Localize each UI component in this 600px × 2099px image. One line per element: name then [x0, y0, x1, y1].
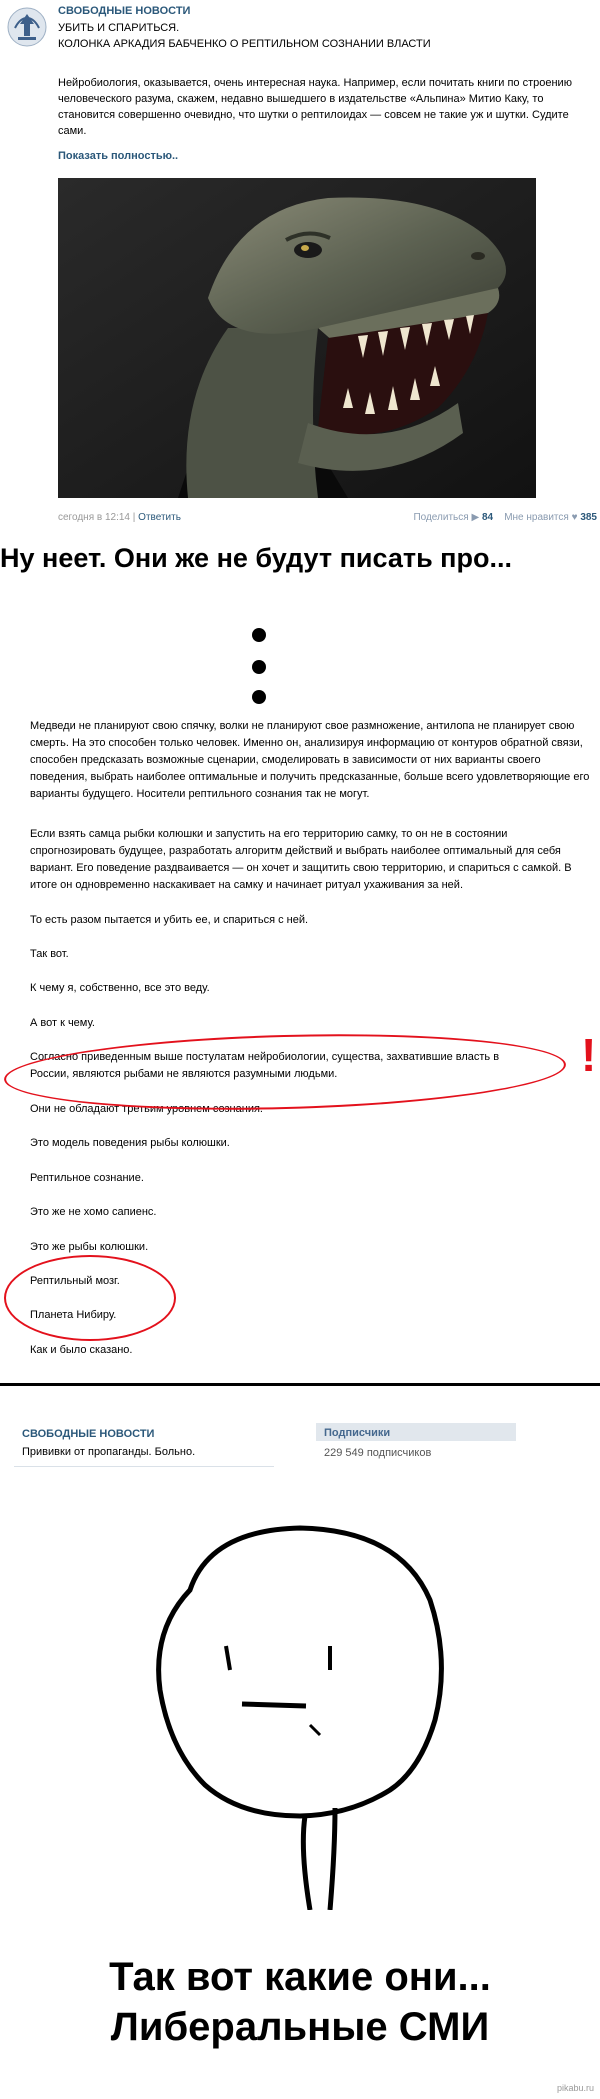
group2-underline — [14, 1466, 274, 1467]
show-more-link[interactable]: Показать полностью.. — [58, 150, 179, 162]
ellipsis-dot-2 — [252, 660, 266, 674]
group-logo-icon[interactable] — [6, 6, 48, 48]
article-paragraph-2: Если взять самца рыбки колюшки и запустить на его территорию самку, то он не в состоянии спрогнозировать будущее, разработать алгоритм действий и выбрать наиболее оптимальный для себя вариант. Его поведение раздваивается — он хочет и защитить свою территорию, и спариться с самкой. В итоге он одновременно наскакивает на самку и начинает ритуал ухаживания за ней. — [30, 828, 572, 891]
article-paragraph-9: Это модель поведения рыбы колюшки. — [30, 1137, 230, 1149]
article-paragraph-8: Они не обладают третьим уровнем сознания. — [30, 1103, 263, 1115]
like-label: Мне нравится — [504, 512, 569, 523]
post-photo[interactable] — [58, 178, 536, 498]
article-paragraph-14: Планета Нибиру. — [30, 1309, 117, 1321]
caption-top: Ну неет. Они же не будут писать про... — [0, 543, 512, 573]
article-paragraph-6: А вот к чему. — [30, 1017, 95, 1029]
like-count: 385 — [580, 512, 597, 523]
article-paragraph-15: Как и было сказано. — [30, 1344, 133, 1356]
post-meta — [58, 512, 181, 523]
caption-bottom-line1: Так вот какие они... — [109, 1955, 491, 1999]
poker-face-icon — [130, 1520, 460, 1910]
post-title-line2: КОЛОНКА АРКАДИЯ БАБЧЕНКО О РЕПТИЛЬНОМ СОЗНАНИИ ВЛАСТИ — [58, 38, 431, 50]
article-paragraph-7: Согласно приведенным выше постулатам нейробиологии, существа, захватившие власть в России, являются рыбами не являются разумными людьми. — [30, 1051, 500, 1080]
post-title-line1: УБИТЬ И СПАРИТЬСЯ. — [58, 22, 180, 34]
share-label: Поделиться — [413, 512, 469, 523]
article-paragraph-11: Это же не хомо сапиенс. — [30, 1206, 157, 1218]
article-paragraph-13: Рептильный мозг. — [30, 1275, 120, 1287]
heart-icon: ♥ — [571, 512, 578, 523]
subscribers-count: 229 549 подписчиков — [324, 1447, 432, 1459]
share-count: 84 — [481, 512, 494, 523]
red-exclamation-mark: ! — [581, 1029, 597, 1081]
ellipsis-dot-3 — [252, 690, 266, 704]
article-paragraph-12: Это же рыбы колюшки. — [30, 1241, 149, 1253]
reply-link[interactable]: Ответить — [138, 512, 181, 523]
group2-status: Прививки от пропаганды. Больно. — [22, 1446, 196, 1458]
section-divider — [0, 1383, 600, 1386]
article-paragraph-1: Медведи не планируют свою спячку, волки не планируют свое размножение, антилопа не планирует свою смерть. На это способен только человек. Именно он, анализируя информацию от контуров обратной связи, способен предсказать возможные сценарии, смоделировать в зависимости от них варианты своего поведения, выбрать наиболее оптимальные и получить предсказанные, больше всего удовлетворяющие его варианты будущего. Носители рептильного сознания так не могут. — [30, 720, 590, 800]
megaphone-icon: ▶ — [471, 512, 480, 523]
article-paragraph-3: То есть разом пытается и убить ее, и спариться с ней. — [30, 914, 309, 926]
post-body-text: Нейробиология, оказывается, очень интересная наука. Например, если почитать книги по строению человеческого разума, скажем, недавно вышедшего в издательстве «Альпина» Митио Каку, то становится совершенно очевидно, что шутки о рептилоидах — совсем не такие уж и шутки. Судите сами. — [58, 77, 572, 137]
group2-name-link[interactable]: СВОБОДНЫЕ НОВОСТИ — [22, 1428, 155, 1440]
watermark: pikabu.ru — [556, 2083, 594, 2093]
article-paragraph-4: Так вот. — [30, 948, 69, 960]
post-time-link[interactable]: сегодня в 12:14 — [58, 512, 130, 523]
meta-separator: | — [132, 512, 136, 523]
share-button[interactable] — [413, 512, 493, 523]
caption-bottom-line2: Либеральные СМИ — [110, 2005, 490, 2049]
group-name-link[interactable]: СВОБОДНЫЕ НОВОСТИ — [58, 5, 191, 17]
red-circle-highlight — [4, 1255, 176, 1341]
article-paragraph-10: Рептильное сознание. — [30, 1172, 144, 1184]
dinosaur-photo-image — [58, 178, 536, 498]
subscribers-box[interactable] — [316, 1423, 516, 1471]
like-button[interactable] — [504, 512, 597, 523]
article-paragraph-5: К чему я, собственно, все это веду. — [30, 982, 210, 994]
post-actions — [413, 512, 597, 523]
subscribers-title: Подписчики — [316, 1423, 516, 1441]
ellipsis-dot-1 — [252, 628, 266, 642]
